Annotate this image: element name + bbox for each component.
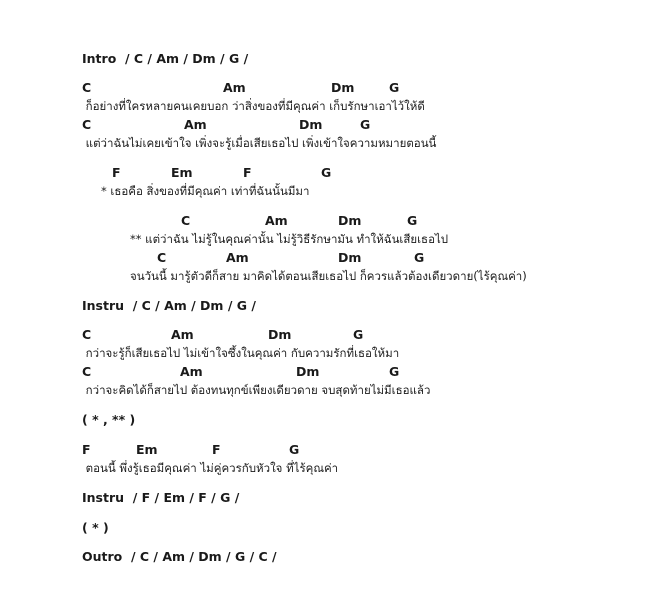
chord: Dm <box>338 213 362 228</box>
chord: Am <box>226 250 249 265</box>
chord: Dm <box>296 364 320 379</box>
chord: F <box>112 165 121 180</box>
chord: Am <box>265 213 288 228</box>
intro-line: Intro / C / Am / Dm / G / <box>82 51 249 66</box>
chord: Am <box>184 117 207 132</box>
chord: Em <box>171 165 193 180</box>
chord: G <box>407 213 418 228</box>
instru-line: Instru / C / Am / Dm / G / <box>82 298 256 313</box>
outro-line: Outro / C / Am / Dm / G / C / <box>82 549 277 564</box>
chord: G <box>321 165 332 180</box>
chord: C <box>82 364 92 379</box>
lyric-line: กว่าจะรู้ก็เสียเธอไป ไม่เข้าใจซึ้งในคุณค่า กับความรักที่เธอให้มา <box>82 346 400 360</box>
repeat-marker: ( * ) <box>82 520 109 535</box>
chord: Em <box>136 442 158 457</box>
chord: C <box>82 117 92 132</box>
instru-line: Instru / F / Em / F / G / <box>82 490 240 505</box>
lyric-line: แต่ว่าฉันไม่เคยเข้าใจ เพิ่งจะรู้เมื่อเสียเธอไป เพิ่งเข้าใจความหมายตอนนี้ <box>82 136 437 150</box>
chord: F <box>82 442 91 457</box>
chord: G <box>360 117 371 132</box>
chord: Am <box>223 80 246 95</box>
chord: Dm <box>338 250 362 265</box>
chord: Am <box>180 364 203 379</box>
chord: F <box>243 165 252 180</box>
chord: G <box>353 327 364 342</box>
repeat-marker: ( * , ** ) <box>82 412 136 427</box>
chord: C <box>181 213 191 228</box>
chord: C <box>82 327 92 342</box>
lyric-line: * เธอคือ สิ่งของที่มีคุณค่า เท่าที่ฉันนั้นมีมา <box>101 184 310 198</box>
lyric-line: ตอนนี้ พึ่งรู้เธอมีคุณค่า ไม่คู่ควรกับหัวใจ ที่ไร้คุณค่า <box>82 461 339 475</box>
chord: G <box>389 80 400 95</box>
lyric-line: กว่าจะคิดได้ก็สายไป ต้องทนทุกข์เพียงเดียวดาย จบสุดท้ายไม่มีเธอแล้ว <box>82 383 431 397</box>
lyric-line: จนวันนี้ มารู้ตัวดีก็สาย มาคิดได้ตอนเสียเธอไป ก็ควรแล้วต้องเดียวดาย(ไร้คุณค่า) <box>130 269 527 283</box>
lyric-line: ** แต่ว่าฉัน ไม่รู้ในคุณค่านั้น ไม่รู้วิธีรักษามัน ทำให้ฉันเสียเธอไป <box>130 232 449 246</box>
chord: Dm <box>331 80 355 95</box>
chord: C <box>82 80 92 95</box>
chord: Dm <box>299 117 323 132</box>
chord: C <box>157 250 167 265</box>
chord: Am <box>171 327 194 342</box>
chord: Dm <box>268 327 292 342</box>
lyric-line: ก็อย่างที่ใครหลายคนเคยบอก ว่าสิ่งของที่มีคุณค่า เก็บรักษาเอาไว้ให้ดี <box>82 99 425 113</box>
chord: G <box>389 364 400 379</box>
chord: G <box>414 250 425 265</box>
chord: G <box>289 442 300 457</box>
chord: F <box>212 442 221 457</box>
